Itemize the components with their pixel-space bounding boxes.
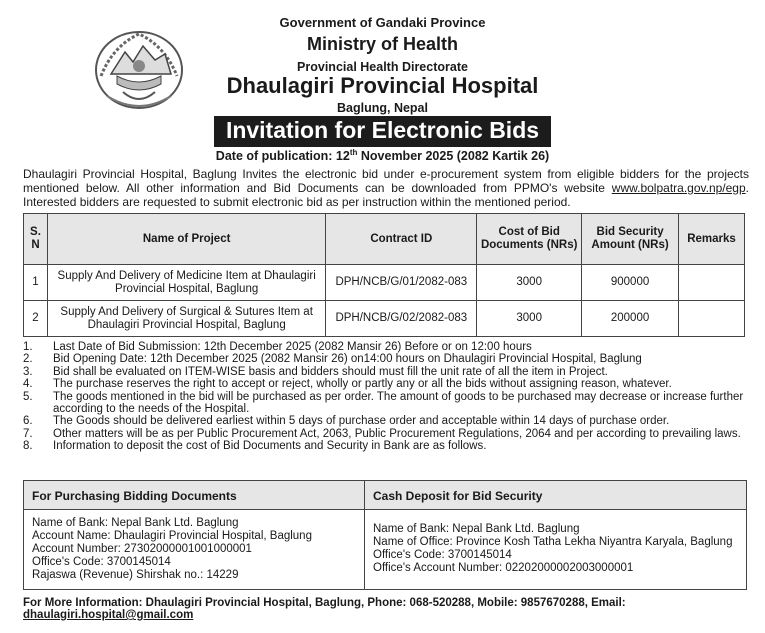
bid-table — [23, 213, 745, 337]
bank-line: Name of Bank: Nepal Bank Ltd. Baglung — [373, 523, 580, 535]
publication-date: Date of publication: 12th November 2025 (2082 Kartik 26) — [215, 148, 550, 164]
bank-line: Office's Code: 3700145014 — [373, 549, 512, 561]
col-security: Bid Security Amount (NRs) — [582, 214, 679, 265]
cell-cost: 3000 — [477, 301, 582, 337]
panel-title: Cash Deposit for Bid Security — [365, 481, 746, 510]
col-contract-id: Contract ID — [326, 214, 477, 265]
bank-line: Account Number: 27302000001001000001 — [32, 543, 252, 555]
list-item: 7. Other matters will be as per Public Procurement Act, 2063, Public Procurement Regulations, 2064 and per according to prevailing laws. — [23, 427, 741, 440]
list-item: 8. Information to deposit the cost of Bid Documents and Security in Bank are as follows. — [23, 440, 487, 453]
cell-remarks — [679, 301, 745, 337]
notice-header — [0, 0, 765, 164]
bank-line: Rajaswa (Revenue) Shirshak no.: 14229 — [32, 569, 239, 581]
table-row — [24, 265, 745, 301]
cell-cost: 3000 — [477, 265, 582, 301]
cell-remarks — [679, 265, 745, 301]
list-item: 2. Bid Opening Date: 12th December 2025 (2082 Mansir 26) on14:00 hours on Dhaulagiri Provincial Hospital, Baglung — [23, 353, 642, 366]
cell-security: 200000 — [582, 301, 679, 337]
panel-title: For Purchasing Bidding Documents — [24, 481, 364, 510]
cell-sn: 1 — [24, 265, 48, 301]
hospital-name: Dhaulagiri Provincial Hospital — [226, 73, 539, 98]
email-link[interactable]: dhaulagiri.hospital@gmail.com — [23, 609, 194, 621]
col-remarks: Remarks — [679, 214, 745, 265]
bank-line: Office's Account Number: 02202000002003000001 — [373, 562, 634, 574]
terms-list — [23, 341, 749, 453]
cell-contract-id: DPH/NCB/G/02/2082-083 — [326, 301, 477, 337]
table-row — [24, 301, 745, 337]
cell-sn: 2 — [24, 301, 48, 337]
cell-contract-id: DPH/NCB/G/01/2082-083 — [326, 265, 477, 301]
bid-document-bank-panel — [24, 481, 365, 589]
cell-project: Supply And Delivery of Medicine Item at Dhaulagiri Provincial Hospital, Baglung — [47, 265, 325, 301]
bank-line: Name of Bank: Nepal Bank Ltd. Baglung — [32, 517, 239, 529]
list-item: 1. Last Date of Bid Submission: 12th December 2025 (2082 Mansir 26) Before or on 12:00 hours — [23, 341, 532, 353]
list-item: 4. The purchase reserves the right to accept or reject, wholly or partly any or all the bids without assigning reason, whatever. — [23, 378, 672, 391]
col-cost: Cost of Bid Documents (NRs) — [477, 214, 582, 265]
col-project: Name of Project — [47, 214, 325, 265]
cell-project: Supply And Delivery of Surgical & Sutures Item at Dhaulagiri Provincial Hospital, Baglung — [47, 301, 325, 337]
contact-footer: For More Information: Dhaulagiri Provincial Hospital, Baglung, Phone: 068-520288, Mobile: 9857670288, Email: dhaulagiri.hospital@gmail.com — [23, 597, 626, 621]
ppmo-website-link[interactable]: www.bolpatra.gov.np/egp — [611, 181, 746, 195]
hospital-location: Baglung, Nepal — [337, 101, 428, 115]
intro-paragraph: Dhaulagiri Provincial Hospital, Baglung Invites the electronic bid under e-procurement system from eligible bidders for the projects mentioned below. All other information and Bid Documents can be downloaded from PPMO's website www.bolpatra.gov.np/egp. Interested bidders are requested to submit electronic bid as per instruction within the mentioned period. — [23, 167, 749, 209]
bank-line: Office's Code: 3700145014 — [32, 556, 171, 568]
bank-line: Account Name: Dhaulagiri Provincial Hospital, Baglung — [32, 530, 312, 542]
notice-title-banner: Invitation for Electronic Bids — [214, 116, 551, 147]
col-sn: S. N — [24, 214, 48, 265]
bid-security-bank-panel — [365, 481, 746, 589]
cell-security: 900000 — [582, 265, 679, 301]
list-item: 5. The goods mentioned in the bid will be purchased as per order. The amount of goods to be purchased may decrease or increase further according to the needs of the Hospital. — [23, 390, 744, 416]
directorate-name: Provincial Health Directorate — [297, 60, 468, 74]
table-header-row — [24, 214, 745, 265]
bank-line: Name of Office: Province Kosh Tatha Lekha Niyantra Karyala, Baglung — [373, 536, 733, 548]
bank-details-box — [23, 480, 747, 590]
government-name: Government of Gandaki Province — [279, 15, 486, 30]
ministry-name: Ministry of Health — [306, 34, 458, 54]
list-item: 3. Bid shall be evaluated on ITEM-WISE basis and bidders should must fill the unit rate of all the item in Project. — [23, 365, 608, 378]
list-item: 6. The Goods should be delivered earliest within 5 days of purchase order and acceptable within 14 days of purchase order. — [23, 415, 670, 428]
